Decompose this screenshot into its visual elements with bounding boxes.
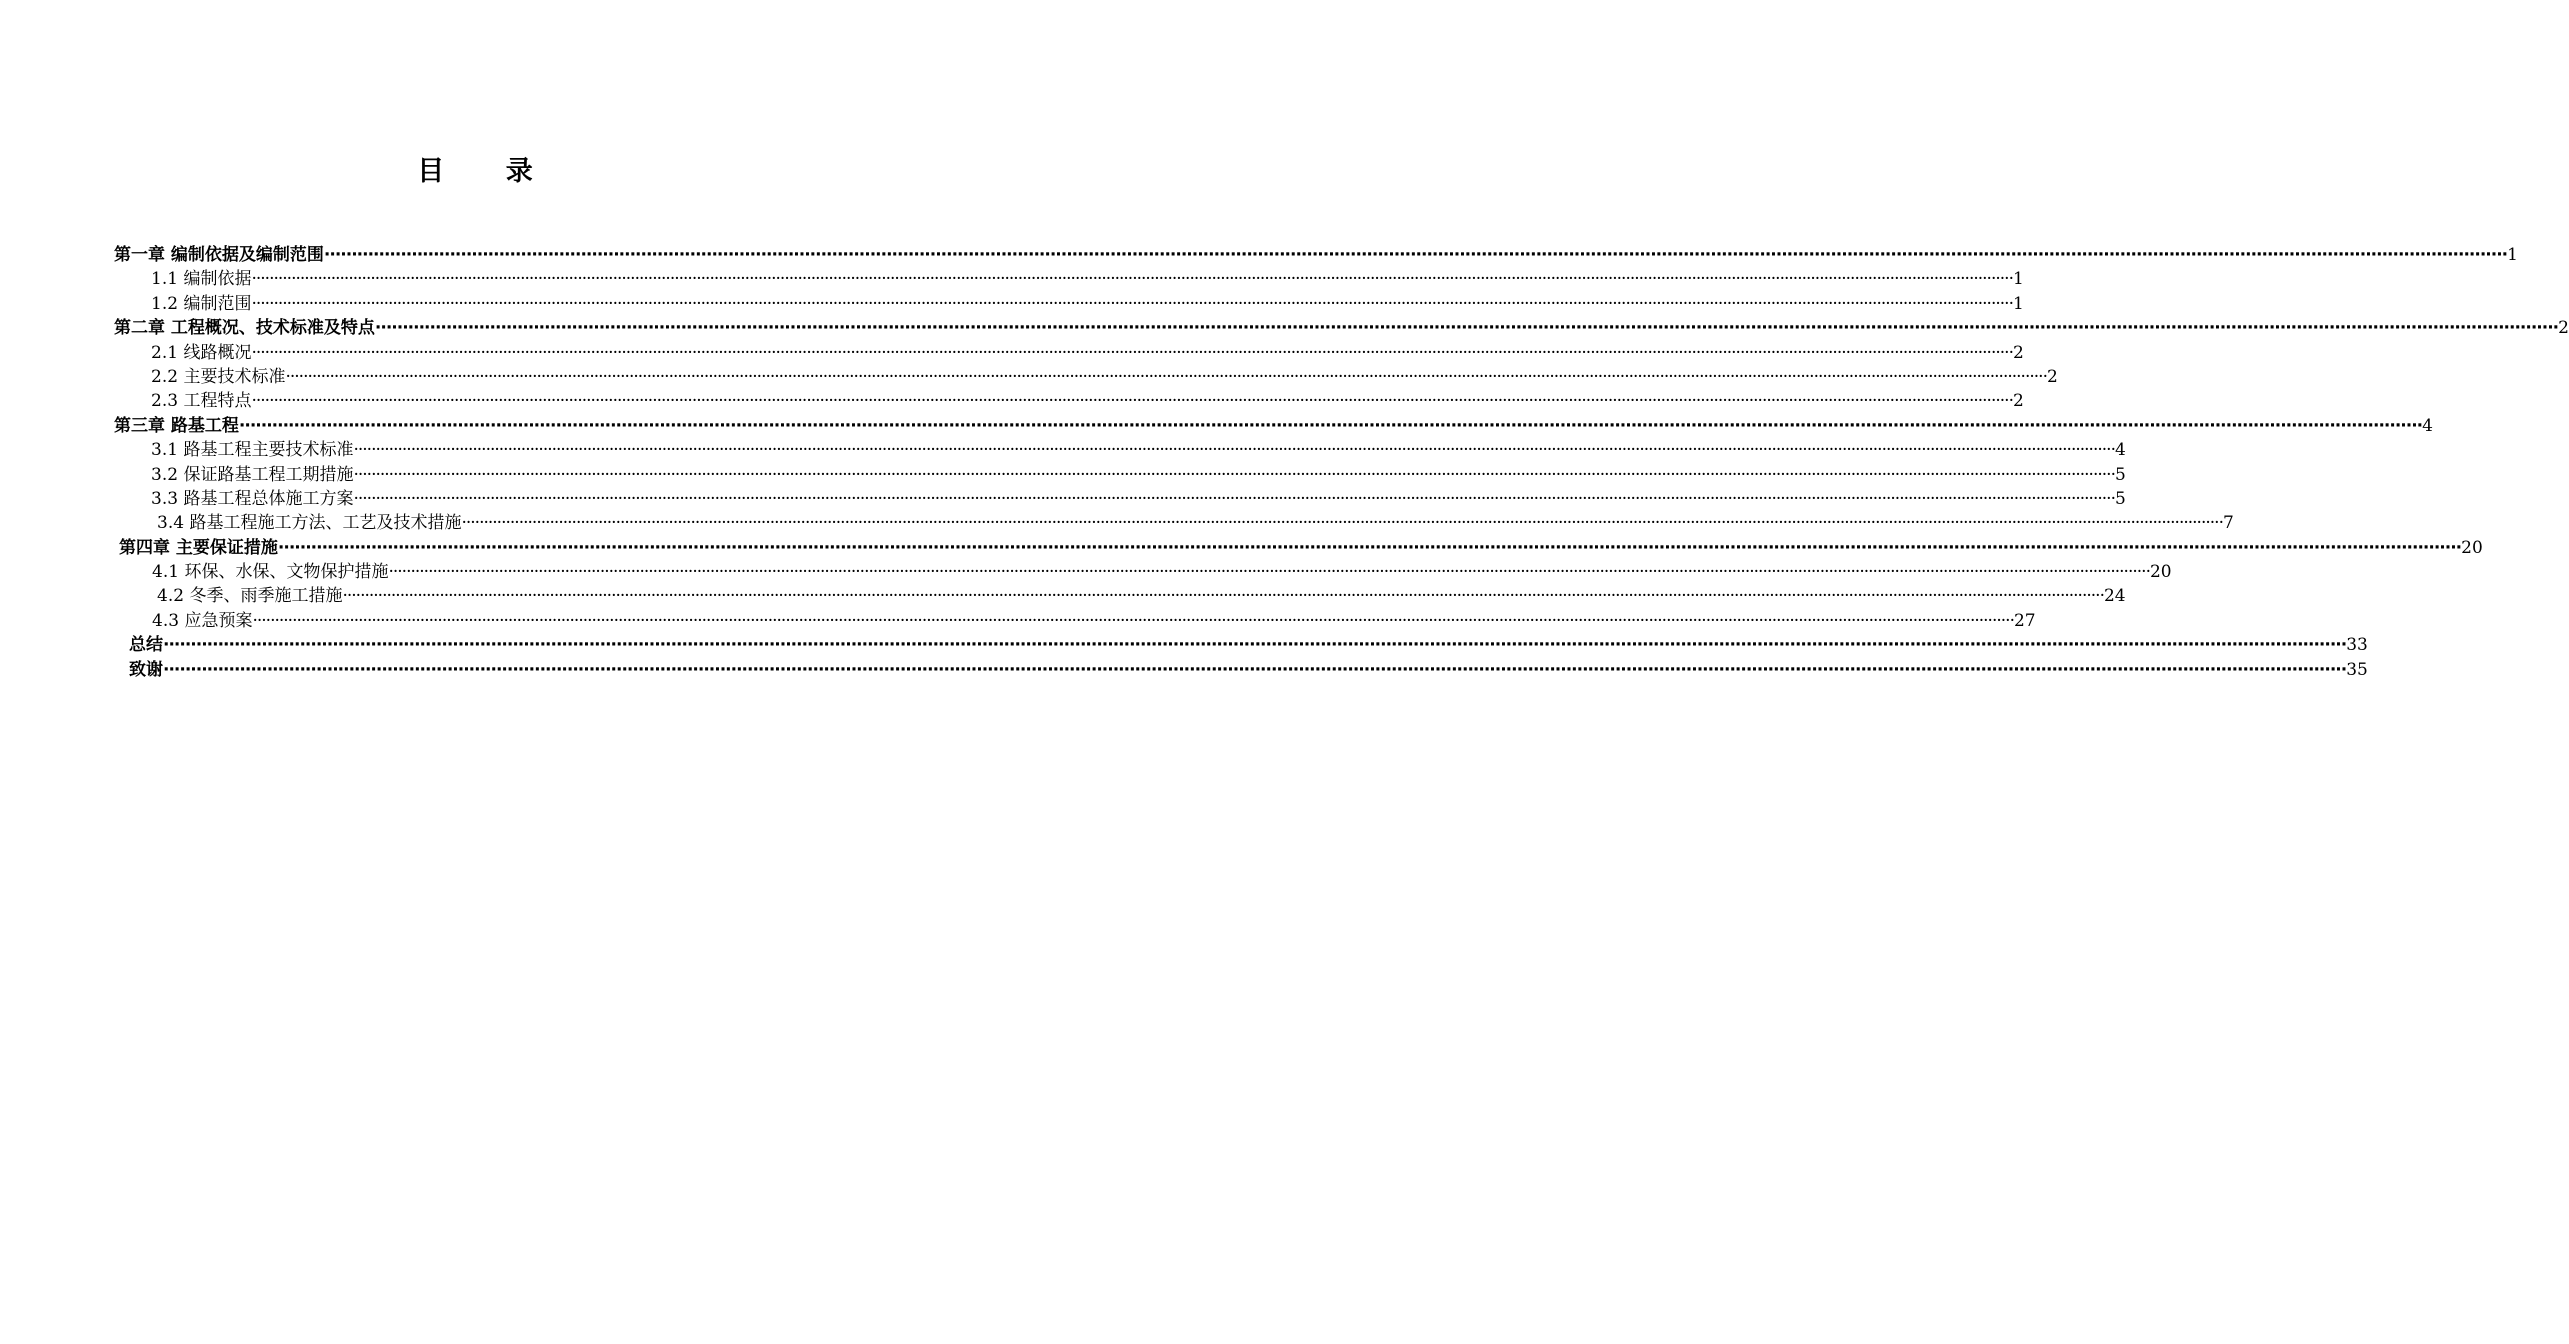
- toc-entry-page: 1: [2012, 269, 2024, 290]
- toc-entry-label: 3.3 路基工程总体施工方案: [151, 488, 354, 509]
- toc-entry-label: 第一章 编制依据及编制范围: [114, 245, 324, 265]
- toc-dot-leader: ················································································································································································································································································································································································································: [251, 293, 2013, 314]
- toc-entry-label: 总结: [129, 635, 163, 656]
- toc-entry[interactable]: [0, 584, 2126, 608]
- toc-entry-page: 2: [2046, 366, 2058, 387]
- toc-entry-label: 2.2 主要技术标准: [151, 366, 286, 387]
- toc-dot-leader: ················································································································································································································································································································································································································: [277, 537, 2462, 558]
- toc-entry-page: 4: [2114, 440, 2126, 461]
- toc-dot-leader: ················································································································································································································································································································································································································: [251, 391, 2013, 412]
- toc-entry[interactable]: [0, 267, 2024, 291]
- toc-entry[interactable]: [0, 560, 2172, 584]
- toc-entry[interactable]: [0, 243, 2518, 267]
- toc-entry-label: 3.2 保证路基工程工期措施: [151, 464, 354, 485]
- toc-entry-label: 致谢: [129, 659, 163, 680]
- toc-dot-leader: ················································································································································································································································································································································································································: [238, 415, 2423, 436]
- toc-dot-leader: ················································································································································································································································································································································································································: [252, 610, 2014, 631]
- toc-dot-leader: ················································································································································································································································································································································································································: [461, 513, 2223, 534]
- toc-entry[interactable]: [0, 487, 2126, 511]
- toc-entry-page: 5: [2114, 464, 2126, 485]
- toc-entry-page: 1: [2012, 293, 2024, 314]
- toc-dot-leader: ················································································································································································································································································································································································································: [163, 635, 2347, 656]
- toc-entry[interactable]: [0, 511, 2234, 535]
- toc-entry-label: 3.1 路基工程主要技术标准: [151, 440, 354, 461]
- toc-title: 目 录: [417, 156, 559, 187]
- toc-dot-leader: ················································································································································································································································································································································································································: [285, 366, 2047, 387]
- toc-dot-leader: ················································································································································································································································································································································································································: [353, 464, 2115, 485]
- toc-entry-page: 33: [2346, 635, 2368, 656]
- toc-entry[interactable]: [0, 463, 2126, 487]
- toc-dot-leader: ················································································································································································································································································································································································································: [353, 440, 2115, 461]
- toc-entry-page: 5: [2114, 488, 2126, 509]
- toc-entry-label: 3.4 路基工程施工方法、工艺及技术措施: [157, 513, 462, 534]
- toc-dot-leader: ················································································································································································································································································································································································································: [251, 342, 2013, 363]
- toc-entry[interactable]: [0, 536, 2483, 560]
- table-of-contents: [0, 243, 2569, 682]
- toc-entry-label: 1.1 编制依据: [151, 269, 252, 290]
- toc-dot-leader: ················································································································································································································································································································································································································: [323, 245, 2508, 265]
- toc-entry[interactable]: [0, 633, 2368, 657]
- toc-entry-label: 第三章 路基工程: [114, 415, 239, 436]
- toc-entry-label: 第四章 主要保证措施: [119, 537, 278, 558]
- toc-entry-page: 20: [2149, 562, 2172, 583]
- toc-entry-label: 4.3 应急预案: [152, 610, 253, 631]
- toc-entry-label: 2.1 线路概况: [151, 342, 252, 363]
- toc-entry[interactable]: [0, 365, 2058, 389]
- toc-entry[interactable]: [0, 341, 2024, 365]
- toc-entry-page: 2: [2558, 318, 2569, 339]
- toc-entry-page: 2: [2012, 391, 2024, 412]
- toc-entry[interactable]: [0, 389, 2024, 413]
- toc-entry-page: 20: [2461, 537, 2483, 558]
- toc-entry[interactable]: [0, 292, 2024, 316]
- toc-entry-page: 4: [2422, 415, 2433, 436]
- toc-entry-label: 2.3 工程特点: [151, 391, 252, 412]
- toc-entry-page: 24: [2103, 586, 2126, 607]
- toc-entry-label: 4.1 环保、水保、文物保护措施: [152, 562, 389, 583]
- toc-dot-leader: ················································································································································································································································································································································································································: [163, 659, 2347, 680]
- toc-entry-label: 第二章 工程概况、技术标准及特点: [114, 318, 375, 339]
- toc-entry[interactable]: [0, 414, 2433, 438]
- toc-entry-page: 1: [2507, 245, 2518, 265]
- toc-entry[interactable]: [0, 438, 2126, 462]
- toc-dot-leader: ················································································································································································································································································································································································································: [342, 586, 2104, 607]
- toc-entry-label: 1.2 编制范围: [151, 293, 252, 314]
- toc-dot-leader: ················································································································································································································································································································································································································: [388, 562, 2150, 583]
- toc-dot-leader: ················································································································································································································································································································································································································: [374, 318, 2559, 339]
- toc-entry-page: 2: [2012, 342, 2024, 363]
- toc-entry[interactable]: [0, 658, 2368, 682]
- toc-dot-leader: ················································································································································································································································································································································································································: [251, 269, 2013, 290]
- toc-entry[interactable]: [0, 316, 2569, 340]
- toc-entry-label: 4.2 冬季、雨季施工措施: [157, 586, 343, 607]
- toc-entry-page: 35: [2346, 659, 2368, 680]
- toc-dot-leader: ················································································································································································································································································································································································································: [353, 488, 2115, 509]
- toc-entry[interactable]: [0, 609, 2036, 633]
- toc-entry-page: 7: [2222, 513, 2234, 534]
- toc-entry-page: 27: [2013, 610, 2036, 631]
